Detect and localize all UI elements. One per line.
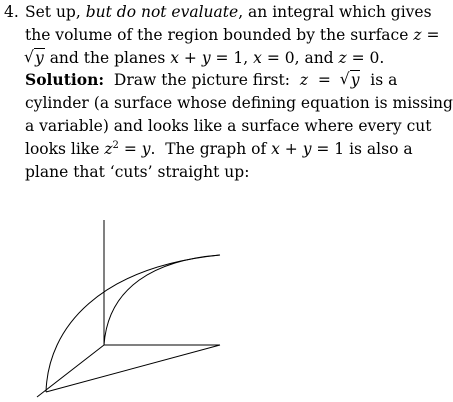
region-sketch-figure [30, 212, 230, 402]
math-var: z [299, 71, 308, 90]
emphasis-text: but do not evaluate [85, 3, 239, 21]
problem-line-7 [25, 138, 413, 161]
text-run: , an integral which gives [238, 3, 432, 21]
text-run: = 0. [346, 48, 385, 67]
text-run: looks like [25, 139, 105, 158]
text-run: = 1, [210, 48, 254, 67]
text-run: + [279, 139, 303, 158]
sqrt-expression [25, 47, 45, 70]
problem-number: 4. [4, 3, 19, 21]
problem-line-2 [25, 24, 440, 47]
problem-body [25, 1, 453, 183]
x-axis-line [37, 345, 104, 397]
math-var: x [271, 139, 280, 158]
sqrt-expression [341, 69, 361, 92]
math-var: y [201, 48, 211, 67]
text-run: = [421, 25, 440, 44]
solution-label: Solution: [25, 70, 105, 90]
cylinder-curve-yz [104, 255, 220, 345]
math-var: z [413, 25, 422, 44]
text-run: = 0, and [261, 48, 339, 67]
text-run: . The graph of [150, 139, 272, 158]
text-run: = [307, 71, 341, 90]
math-var: y [35, 48, 44, 67]
math-var: z [104, 139, 113, 158]
plane-intersection-curve [46, 255, 220, 392]
text-run: Draw the picture first: [104, 71, 300, 90]
math-var: z [338, 48, 347, 67]
text-run: = 1 is also a [311, 139, 413, 158]
text-run: + [178, 48, 202, 67]
text-run: and the planes [44, 48, 171, 67]
exponent: 2 [112, 139, 119, 151]
problem-line-6: a variable) and looks like a surface where every cut [25, 116, 432, 135]
text-run: is a [360, 71, 398, 90]
problem-line-1 [25, 1, 432, 24]
problem-4 [4, 1, 453, 183]
text-run: Set up, [25, 3, 86, 21]
math-var: y [302, 139, 312, 158]
text-run: the volume of the region bounded by the surface [25, 25, 414, 44]
math-var: y [350, 71, 360, 90]
problem-line-8: plane that ‘cuts’ straight up: [25, 162, 250, 181]
math-var: x [170, 48, 179, 67]
math-var: y [141, 139, 151, 158]
problem-line-5: cylinder (a surface whose defining equation is missing [25, 94, 453, 113]
problem-line-3 [25, 47, 400, 70]
plane-base-line [46, 345, 220, 392]
text-run: = [118, 139, 142, 158]
math-var: x [253, 48, 262, 67]
problem-line-4 [25, 69, 400, 92]
